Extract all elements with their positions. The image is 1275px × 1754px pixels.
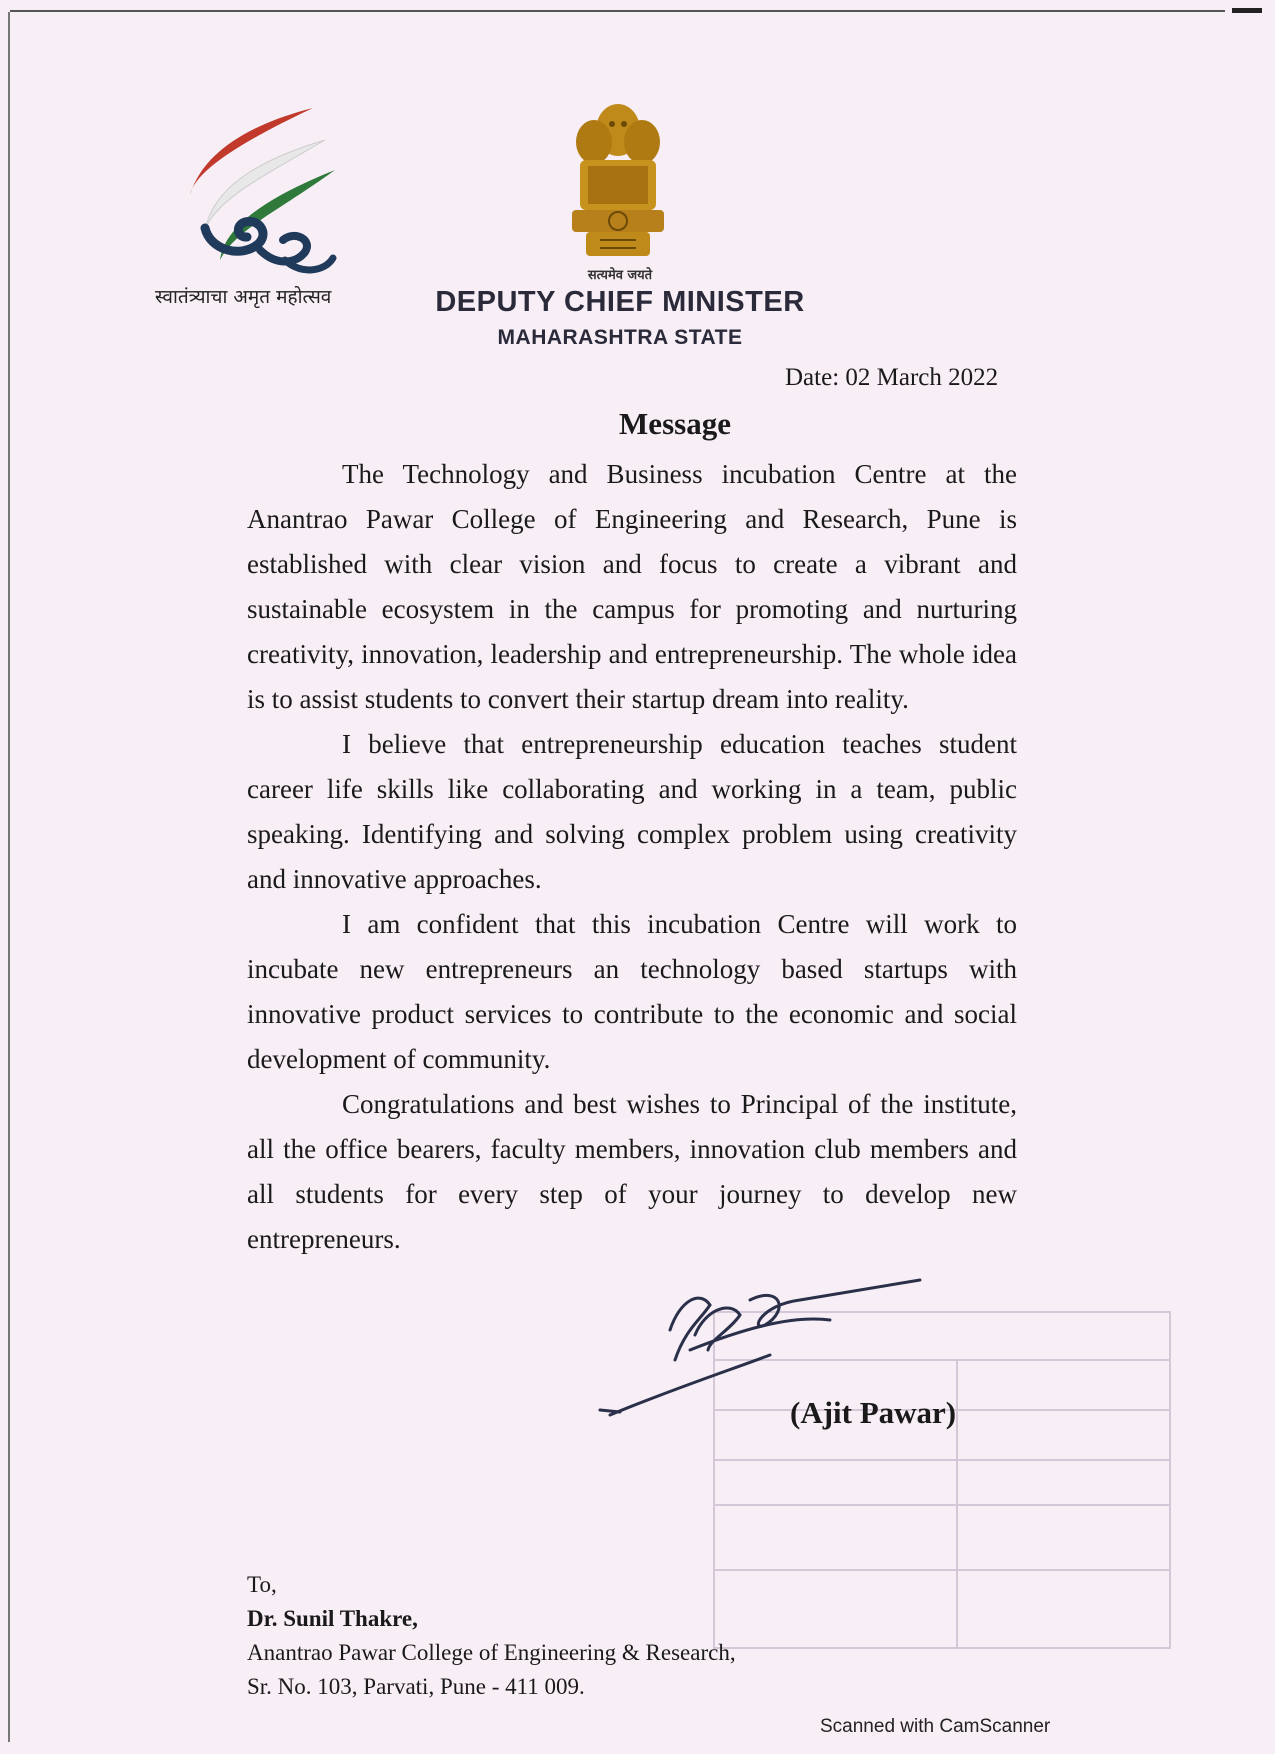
- national-emblem-icon: [560, 100, 676, 262]
- top-corner-mark: [1232, 8, 1262, 13]
- emblem-motto: सत्यमेव जयते: [587, 268, 653, 283]
- body-paragraph: The Technology and Business incubation Centre at the Anantrao Pawar College of Engineering and Research, Pune is established with clear vision and focus to create a vibrant and sustainable ecosystem in the campus for promoting and nurturing creativity, innovation, leadership and entrepreneurship. The whole idea is to assist students to convert their startup dream into reality.: [247, 459, 1017, 714]
- office-subtitle: MAHARASHTRA STATE: [497, 326, 743, 349]
- office-title: DEPUTY CHIEF MINISTER: [435, 286, 805, 318]
- letter-body: [247, 452, 1017, 1262]
- recipient-salutation: To,: [247, 1572, 277, 1597]
- scanner-watermark: Scanned with CamScanner: [820, 1716, 1051, 1737]
- signer-name: (Ajit Pawar): [790, 1395, 957, 1430]
- body-paragraph: Congratulations and best wishes to Principal of the institute, all the office bearers, faculty members, innovation club members and all students for every step of your journey to develop new entrepreneurs.: [247, 1089, 1017, 1254]
- azadi-logo-caption: स्वातंत्र्याचा अमृत महोत्सव: [155, 286, 332, 308]
- top-edge-line: [10, 10, 1225, 12]
- body-paragraph: I believe that entrepreneurship education teaches student career life skills like collaborating and working in a team, public speaking. Identifying and solving complex problem using creativity and innovative approaches.: [247, 729, 1017, 894]
- letter-heading: Message: [619, 406, 731, 441]
- azadi-ka-amrit-mahotsav-logo-icon: [165, 100, 345, 280]
- recipient-name: Dr. Sunil Thakre,: [247, 1606, 418, 1631]
- body-paragraph: I am confident that this incubation Centre will work to incubate new entrepreneurs an technology based startups with innovative product services to contribute to the economic and social development of community.: [247, 909, 1017, 1074]
- letter-date: Date: 02 March 2022: [785, 364, 999, 391]
- recipient-address: Sr. No. 103, Parvati, Pune - 411 009.: [247, 1674, 585, 1699]
- recipient-institution: Anantrao Pawar College of Engineering & Research,: [247, 1640, 736, 1665]
- left-edge-line: [8, 12, 10, 1742]
- recipient-block: [247, 1568, 736, 1704]
